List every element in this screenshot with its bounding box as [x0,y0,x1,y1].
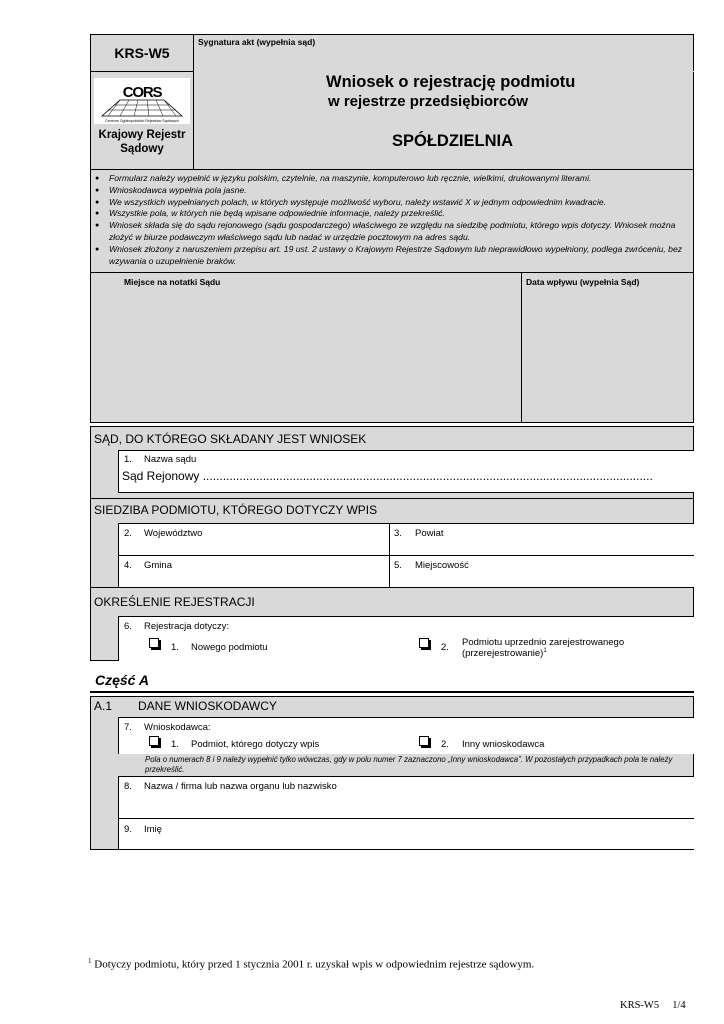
signature-label: Sygnatura akt (wypełnia sąd) [198,37,316,47]
header-signature-divider [194,71,694,72]
court-notes-area [90,273,522,423]
re-registration-label-line2 [462,648,547,659]
county-label: Powiat [415,528,444,539]
applicant-section-num: A.1 [94,699,113,713]
instruction-item: ● Formularz należy wypełnić w języku polskim, czytelnie, na maszynie, komputerowo lub ręcznie, wielkimi, drukowanymi literami. [91,173,689,185]
subject-entity-label: Podmiot, którego dotyczy wpis [191,739,320,750]
new-entity-num: 1. [171,642,179,653]
applicant-note: Pola o numerach 8 i 9 należy wypełnić tylko wówczas, gdy w polu numer 7 zaznaczono „Inny wnioskodawca”. W pozostałych przypadkach pola te należy przekreślić. [145,755,673,774]
applicant-section-title: DANE WNIOSKODAWCY [138,699,277,713]
instruction-item: ● Wszystkie pola, w których nie będą wpisane odpowiednie informacje, należy przekreślić. [91,208,689,220]
other-applicant-label: Inny wnioskodawca [462,739,545,750]
voivodeship-label: Województwo [144,528,203,539]
footnote-marker: 1 [88,957,92,965]
registry-name: Krajowy Rejestr Sądowy [98,129,186,155]
instruction-item: ● Wniosek złożony z naruszeniem przepisu art. 19 ust. 2 ustawy o Krajowym Rejestrze Sądowym lub nieprawidłowo wypełniony, podlega zwróceniu, bez wzywania o uzupełnienie braków. [91,244,689,268]
re-registration-label-line1: Podmiotu uprzednio zarejestrowanego [462,637,625,648]
applicant-first-name-num: 9. [124,824,132,835]
applicant-type-num: 7. [124,722,132,733]
applicant-first-name-label: Imię [144,824,162,835]
subject-entity-num: 1. [171,739,179,750]
logo-subtext: Centrum Ogólnopolskich Rejestrów Sądowych [105,119,179,123]
receipt-date-area [521,273,694,423]
voivodeship-num: 2. [124,528,132,539]
applicant-type-label: Wnioskodawca: [144,722,211,733]
new-entity-label: Nowego podmiotu [191,642,268,653]
footnote-text: Dotyczy podmiotu, który przed 1 stycznia 2001 r. uzyskał wpis w odpowiednim rejestrze sądowym. [91,958,535,971]
instruction-item: ● We wszystkich wypełnianych polach, w których występuje możliwość wyboru, należy wstawić X w jednym odpowiednim kwadracie. [91,197,689,209]
footnote [88,957,534,971]
footnote-ref: 1 [543,648,547,654]
form-code: KRS-W5 [114,45,170,61]
instruction-item: ● Wniosek składa się do sądu rejonowego (sądu gospodarczego) właściwego ze względu na siedzibę podmiotu, którego wpis dotyczy. Wniosek można złożyć w biurze podawczym właściwego sądu lub nadać w urzędzie pocztowym na adres sądu. [91,220,689,244]
form-title-line2: w rejestrze przedsiębiorców [328,93,529,110]
seat-section-heading: SIEDZIBA PODMIOTU, KTÓREGO DOTYCZY WPIS [94,503,378,517]
applicant-name-label: Nazwa / firma lub nazwa organu lub nazwisko [144,781,337,792]
part-a-rule [90,691,694,693]
cors-logo [94,78,190,124]
registration-type-label: Rejestracja dotyczy: [144,621,230,632]
other-applicant-num: 2. [441,739,449,750]
re-registration-checkbox[interactable] [419,638,429,648]
form-title-line1: Wniosek o rejestrację podmiotu [326,73,576,91]
new-entity-checkbox[interactable] [149,638,159,648]
part-a-heading: Część A [95,672,149,688]
page-footer: KRS-W5 1/4 [620,1000,686,1011]
commune-label: Gmina [144,560,172,571]
registration-type-num: 6. [124,621,132,632]
logo-text: CORS [122,84,162,101]
instructions-list [91,173,689,267]
court-notes-label: Miejsce na notatki Sądu [124,277,221,287]
applicant-first-name-field[interactable] [118,818,694,850]
locality-label: Miejscowość [415,560,469,571]
locality-num: 5. [394,560,402,571]
commune-num: 4. [124,560,132,571]
court-section-heading: SĄD, DO KTÓREGO SKŁADANY JEST WNIOSEK [94,432,367,446]
re-registration-label-text: (przerejestrowanie) [462,648,544,660]
court-name-num: 1. [124,454,132,465]
court-name-label: Nazwa sądu [144,454,197,465]
county-num: 3. [394,528,402,539]
form-subtitle: SPÓŁDZIELNIA [392,132,514,150]
court-name-value: Sąd Rejonowy ....................................................................................................................................... [122,469,653,483]
instruction-item: ● Wnioskodawca wypełnia pola jasne. [91,185,689,197]
registration-section-heading: OKREŚLENIE REJESTRACJI [94,595,255,609]
other-applicant-checkbox[interactable] [419,736,429,746]
subject-entity-checkbox[interactable] [149,736,159,746]
applicant-name-num: 8. [124,781,132,792]
receipt-date-label: Data wpływu (wypełnia Sąd) [526,277,640,287]
instructions-box [90,170,694,273]
re-registration-num: 2. [441,642,449,653]
